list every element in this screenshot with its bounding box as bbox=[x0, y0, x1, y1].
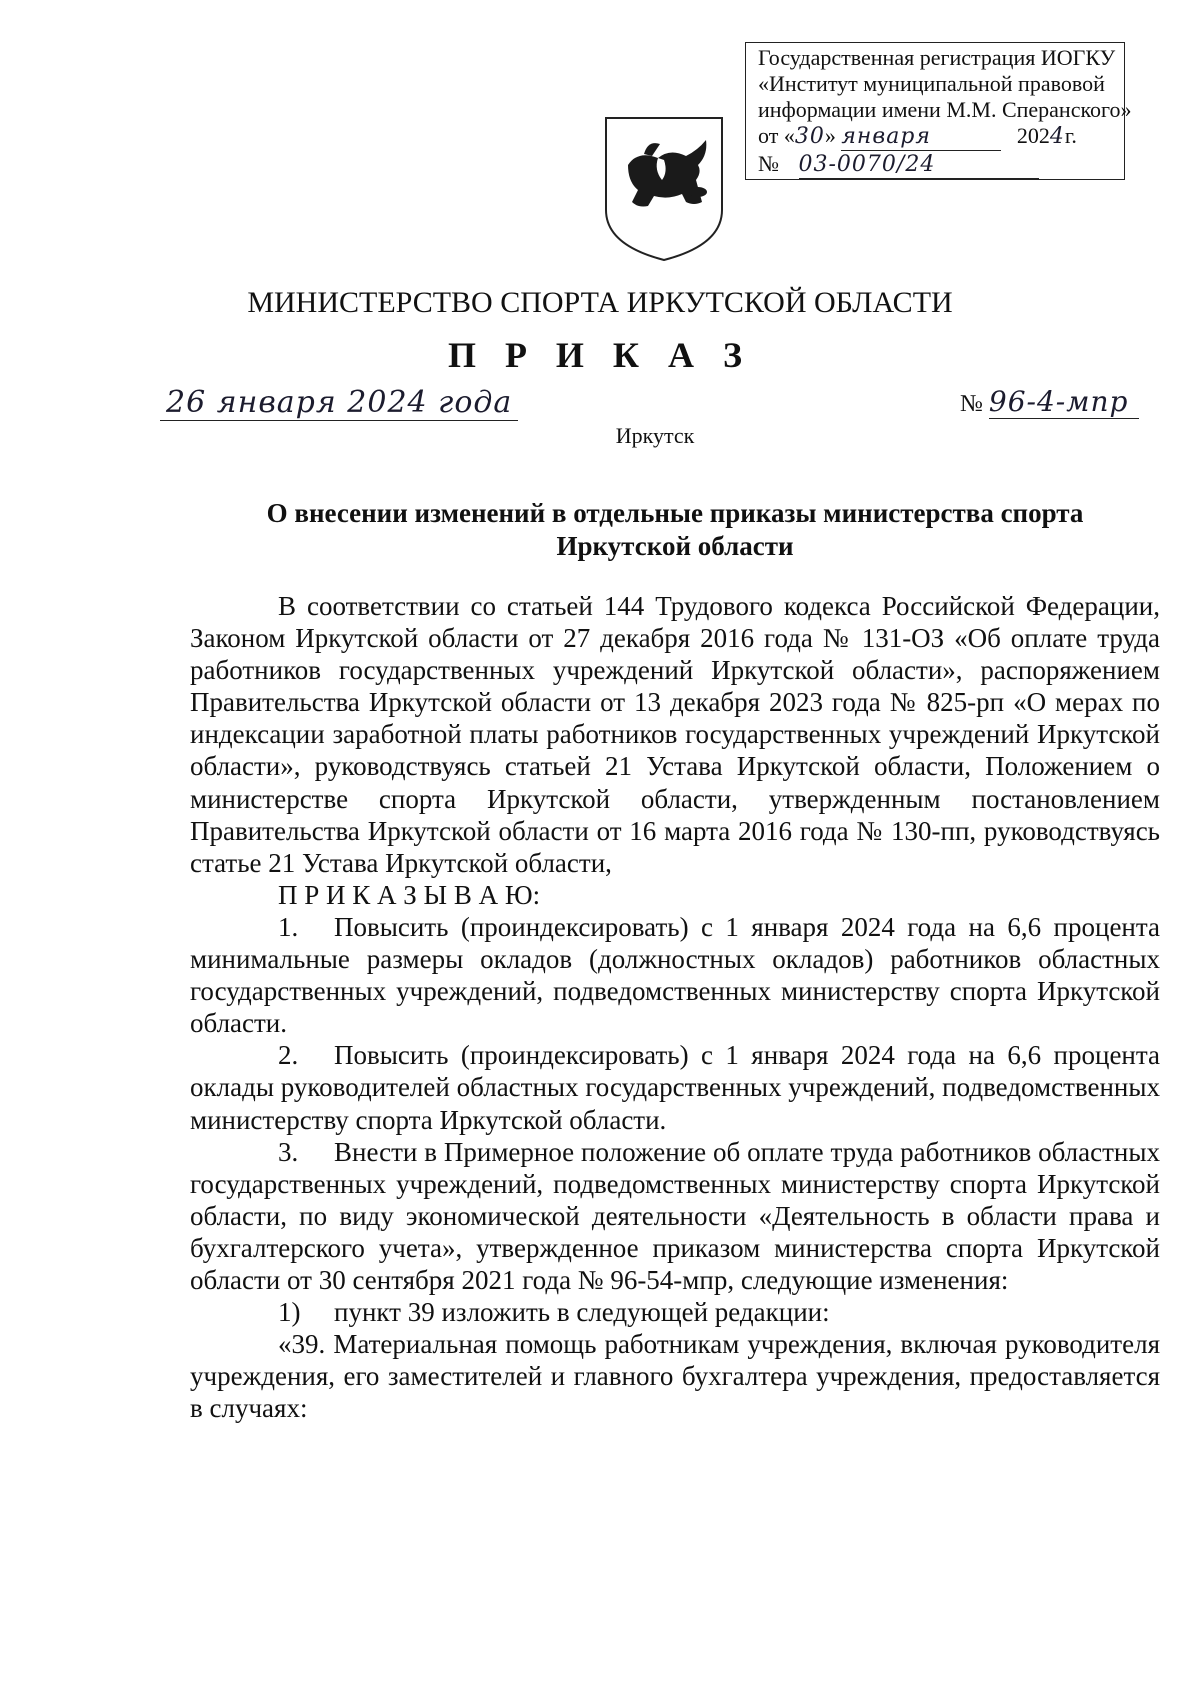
coat-of-arms-icon bbox=[598, 110, 730, 265]
document-subject bbox=[190, 497, 1160, 563]
preamble-paragraph: В соответствии со статьей 144 Трудового кодекса Российской Федерации, Законом Иркутской области от 27 декабря 2016 года № 131-ОЗ «Об оплате труда работников государственных учреждений Иркутской области», распоряжением Правительства Иркутской области от 13 декабря 2023 года № 825-рп «О мерах по индексации заработной платы работников государственных учреждений Иркутской области», руководствуясь статьей 21 Устава Иркутской области, Положением о министерстве спорта Иркутской области, утвержденным постановлением Правительства Иркутской области от 16 марта 2016 года № 130-пп, руководствуясь статье 21 Устава Иркутской области, bbox=[190, 591, 1160, 878]
coat-of-arms-emblem bbox=[598, 110, 730, 265]
order-number-prefix: № bbox=[960, 391, 983, 417]
city-name: Иркутск bbox=[615, 423, 695, 448]
subitem-text: пункт 39 изложить в следующей редакции: bbox=[334, 1297, 830, 1328]
item-number: 2. bbox=[278, 1040, 299, 1071]
order-date bbox=[160, 385, 518, 421]
stamp-date-suffix: г. bbox=[1064, 123, 1077, 148]
stamp-date-prefix: от « bbox=[758, 123, 795, 148]
item-number: 1. bbox=[278, 911, 299, 942]
ministry-name: МИНИСТЕРСТВО СПОРТА ИРКУТСКОЙ ОБЛАСТИ bbox=[247, 286, 953, 319]
stamp-date-month: января bbox=[841, 124, 1001, 151]
stamp-line-2: «Институт муниципальной правовой bbox=[758, 71, 1105, 96]
document-title: П Р И К А З bbox=[447, 335, 753, 375]
stamp-number-prefix: № bbox=[758, 151, 779, 176]
quoted-paragraph-39: «39. Материальная помощь работникам учреждения, включая руководителя учреждения, его заместителей и главного бухгалтера учреждения, предоставляется в случаях: bbox=[190, 1329, 1160, 1424]
subject-line-2: Иркутской области bbox=[556, 531, 794, 561]
order-item-1 bbox=[190, 911, 1160, 1039]
order-subitem-1 bbox=[190, 1296, 1160, 1328]
item-number: 3. bbox=[278, 1136, 299, 1167]
stamp-date-close: » bbox=[824, 123, 836, 148]
item-text: Повысить (проиндексировать) с 1 января 2024 года на 6,6 процента оклады руководителей областных государственных учреждений, подведомственных министерству спорта Иркутской области. bbox=[190, 1040, 1160, 1135]
stamp-date-day: 30 bbox=[794, 124, 825, 149]
order-item-2 bbox=[190, 1039, 1160, 1135]
registration-stamp bbox=[745, 42, 1132, 180]
item-text: Повысить (проиндексировать) с 1 января 2024 года на 6,6 процента минимальные размеры окладов (должностных окладов) работников областных государственных учреждений, подведомственных министерству спорта Иркутской области. bbox=[190, 911, 1160, 1039]
subject-line-1: О внесении изменений в отдельные приказы министерства спорта bbox=[266, 498, 1084, 528]
stamp-line-3: информации имени М.М. Сперанского» bbox=[758, 97, 1132, 122]
stamp-date-line bbox=[758, 123, 1124, 151]
order-item-3 bbox=[190, 1136, 1160, 1296]
subitem-number: 1) bbox=[278, 1297, 301, 1328]
stamp-date-year-digit: 4 bbox=[1049, 124, 1065, 149]
stamp-date-year-prefix: 202 bbox=[1016, 123, 1050, 148]
order-number-handwritten: 96-4-мпр bbox=[989, 385, 1139, 419]
order-number bbox=[960, 385, 1139, 419]
order-date-handwritten: 26 января 2024 года bbox=[160, 385, 518, 421]
document-body bbox=[190, 590, 1160, 1424]
stamp-number-line bbox=[758, 151, 1124, 179]
order-word: П Р И К А З Ы В А Ю: bbox=[278, 879, 541, 910]
stamp-number-value: 03-0070/24 bbox=[799, 152, 1039, 179]
item-text: Внести в Примерное положение об оплате труда работников областных государственных учреждений, подведомственных министерству спорта Иркутской области, по виду экономической деятельности «Деятельность в области права и бухгалтерского учета», утвержденное приказом министерства спорта Иркутской области от 30 сентября 2021 года № 96-54-мпр, следующие изменения: bbox=[190, 1136, 1160, 1295]
stamp-line-1: Государственная регистрация ИОГКУ bbox=[758, 45, 1116, 70]
